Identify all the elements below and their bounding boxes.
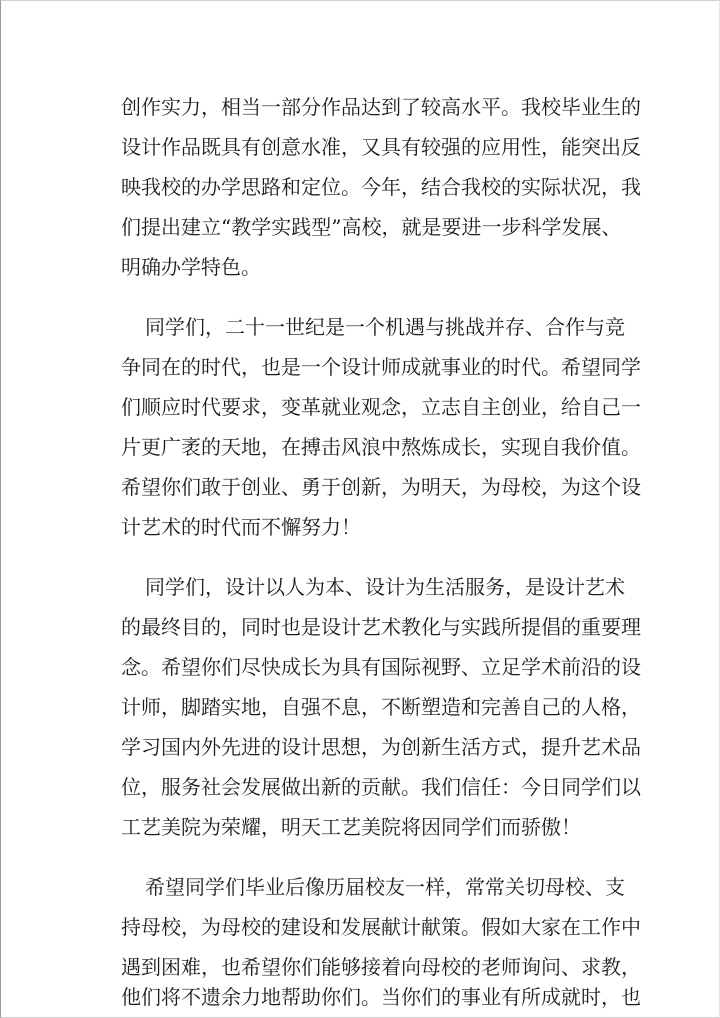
text-line: 希望你们敢于创业、勇于创新，为明天，为母校，为这个设 xyxy=(121,475,641,499)
paragraph-start-line: 同学们，设计以人为本、设计为生活服务，是设计艺术 xyxy=(145,575,625,599)
text-line: 持母校，为母校的建设和发展献计献策。假如大家在工作中 xyxy=(121,915,641,939)
text-line: 映我校的办学思路和定位。今年，结合我校的实际状况，我 xyxy=(121,175,641,199)
text-line: 设计作品既具有创意水准，又具有较强的应用性，能突出反 xyxy=(121,135,641,159)
paragraph-end-line: 计艺术的时代而不懈努力！ xyxy=(121,515,361,539)
text-line: 计师，脚踏实地，自强不息，不断塑造和完善自己的人格， xyxy=(121,695,641,719)
paragraph-start-line: 希望同学们毕业后像历届校友一样，常常关切母校、支 xyxy=(145,875,625,899)
text-line: 的最终目的，同时也是设计艺术教化与实践所提倡的重要理 xyxy=(121,615,641,639)
text-line: 遇到困难，也希望你们能够接着向母校的老师询问、求教， xyxy=(121,955,641,979)
text-line: 创作实力，相当一部分作品达到了较高水平。我校毕业生的 xyxy=(121,95,641,119)
text-line: 们提出建立“教学实践型”高校，就是要进一步科学发展、 xyxy=(121,215,622,239)
paragraph-end-line: 工艺美院为荣耀，明天工艺美院将因同学们而骄傲！ xyxy=(121,815,581,839)
paragraph-end-line: 明确办学特色。 xyxy=(121,255,261,279)
paragraph-start-line: 同学们，二十一世纪是一个机遇与挑战并存、合作与竞 xyxy=(145,315,625,339)
text-line: 念。希望你们尽快成长为具有国际视野、立足学术前沿的设 xyxy=(121,655,641,679)
text-line: 位，服务社会发展做出新的贡献。我们信任：今日同学们以 xyxy=(121,775,641,799)
text-line: 们顺应时代要求，变革就业观念，立志自主创业，给自己一 xyxy=(121,395,641,419)
text-line: 争同在的时代，也是一个设计师成就事业的时代。希望同学 xyxy=(121,355,641,379)
text-line: 学习国内外先进的设计思想，为创新生活方式，提升艺术品 xyxy=(121,735,641,759)
text-line: 片更广袤的天地，在搏击风浪中熬炼成长，实现自我价值。 xyxy=(121,435,641,459)
text-line: 他们将不遗余力地帮助你们。当你们的事业有所成就时，也 xyxy=(121,985,641,1009)
